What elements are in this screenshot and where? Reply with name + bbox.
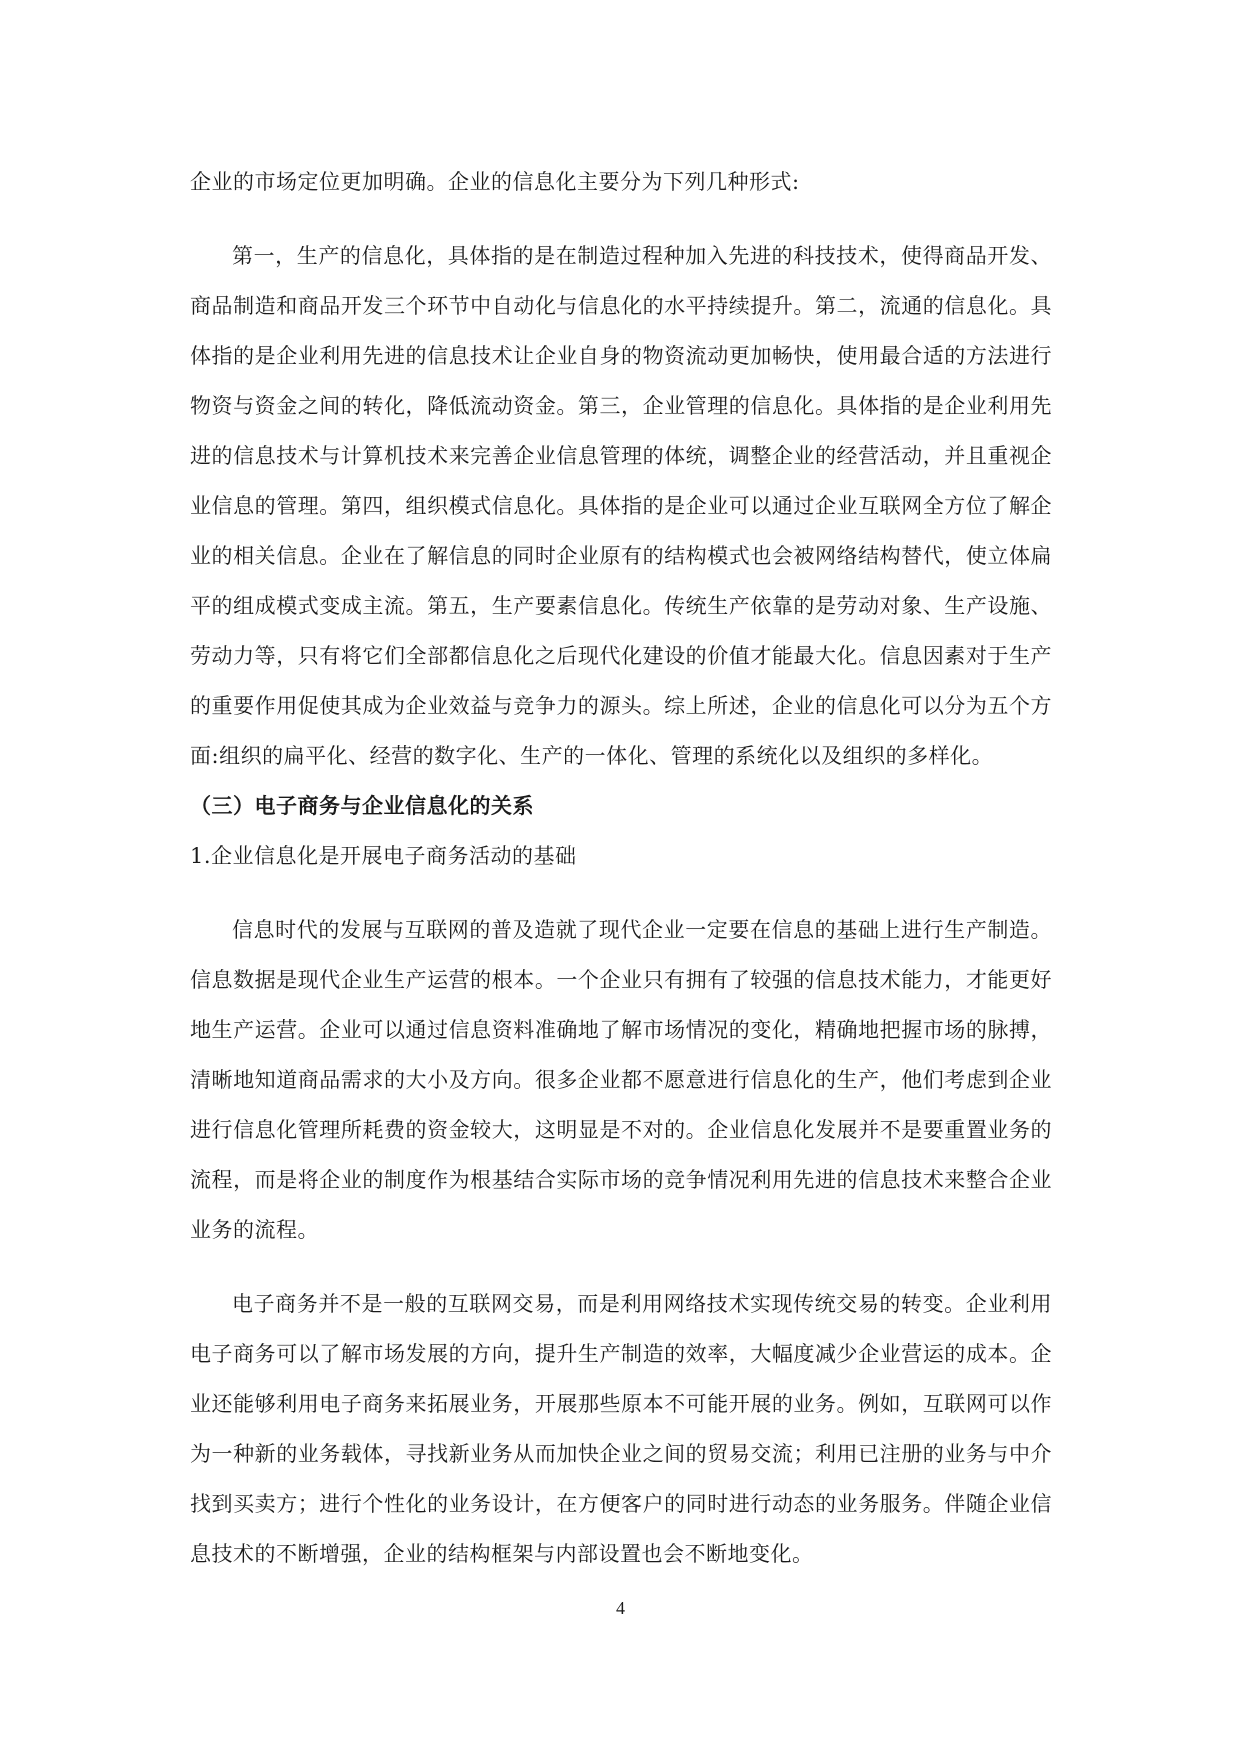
document-body [190,157,1052,1579]
subsection-heading: 1.企业信息化是开展电子商务活动的基础 [190,844,577,868]
page-number: 4 [616,1598,625,1618]
section-heading: （三）电子商务与企业信息化的关系 [190,794,534,818]
paragraph-information-foundation: 信息时代的发展与互联网的普及造就了现代企业一定要在信息的基础上进行生产制造。信息数据是现代企业生产运营的根本。一个企业只有拥有了较强的信息技术能力，才能更好地生产运营。企业可以通过信息资料准确地了解市场情况的变化，精确地把握市场的脉搏，清晰地知道商品需求的大小及方向。很多企业都不愿意进行信息化的生产，他们考虑到企业进行信息化管理所耗费的资金较大，这明显是不对的。企业信息化发展并不是要重置业务的流程，而是将企业的制度作为根基结合实际市场的竞争情况利用先进的信息技术来整合企业业务的流程。 [190,918,1052,1242]
paragraph-continuation: 企业的市场定位更加明确。企业的信息化主要分为下列几种形式: [190,170,800,194]
paragraph-ecommerce-transformation: 电子商务并不是一般的互联网交易，而是利用网络技术实现传统交易的转变。企业利用电子商务可以了解市场发展的方向，提升生产制造的效率，大幅度减少企业营运的成本。企业还能够利用电子商务来拓展业务，开展那些原本不可能开展的业务。例如，互联网可以作为一种新的业务载体，寻找新业务从而加快企业之间的贸易交流；利用已注册的业务与中介找到买卖方；进行个性化的业务设计，在方便客户的同时进行动态的业务服务。伴随企业信息技术的不断增强，企业的结构框架与内部设置也会不断地变化。 [190,1292,1052,1566]
paragraph-informatization-forms: 第一，生产的信息化，具体指的是在制造过程种加入先进的科技技术，使得商品开发、商品制造和商品开发三个环节中自动化与信息化的水平持续提升。第二，流通的信息化。具体指的是企业利用先进的信息技术让企业自身的物资流动更加畅快，使用最合适的方法进行物资与资金之间的转化，降低流动资金。第三，企业管理的信息化。具体指的是企业利用先进的信息技术与计算机技术来完善企业信息管理的体统，调整企业的经营活动，并且重视企业信息的管理。第四，组织模式信息化。具体指的是企业可以通过企业互联网全方位了解企业的相关信息。企业在了解信息的同时企业原有的结构模式也会被网络结构替代，使立体扁平的组成模式变成主流。第五，生产要素信息化。传统生产依靠的是劳动对象、生产设施、劳动力等，只有将它们全部都信息化之后现代化建设的价值才能最大化。信息因素对于生产的重要作用促使其成为企业效益与竞争力的源头。综上所述，企业的信息化可以分为五个方面:组织的扁平化、经营的数字化、生产的一体化、管理的系统化以及组织的多样化。 [190,244,1052,768]
